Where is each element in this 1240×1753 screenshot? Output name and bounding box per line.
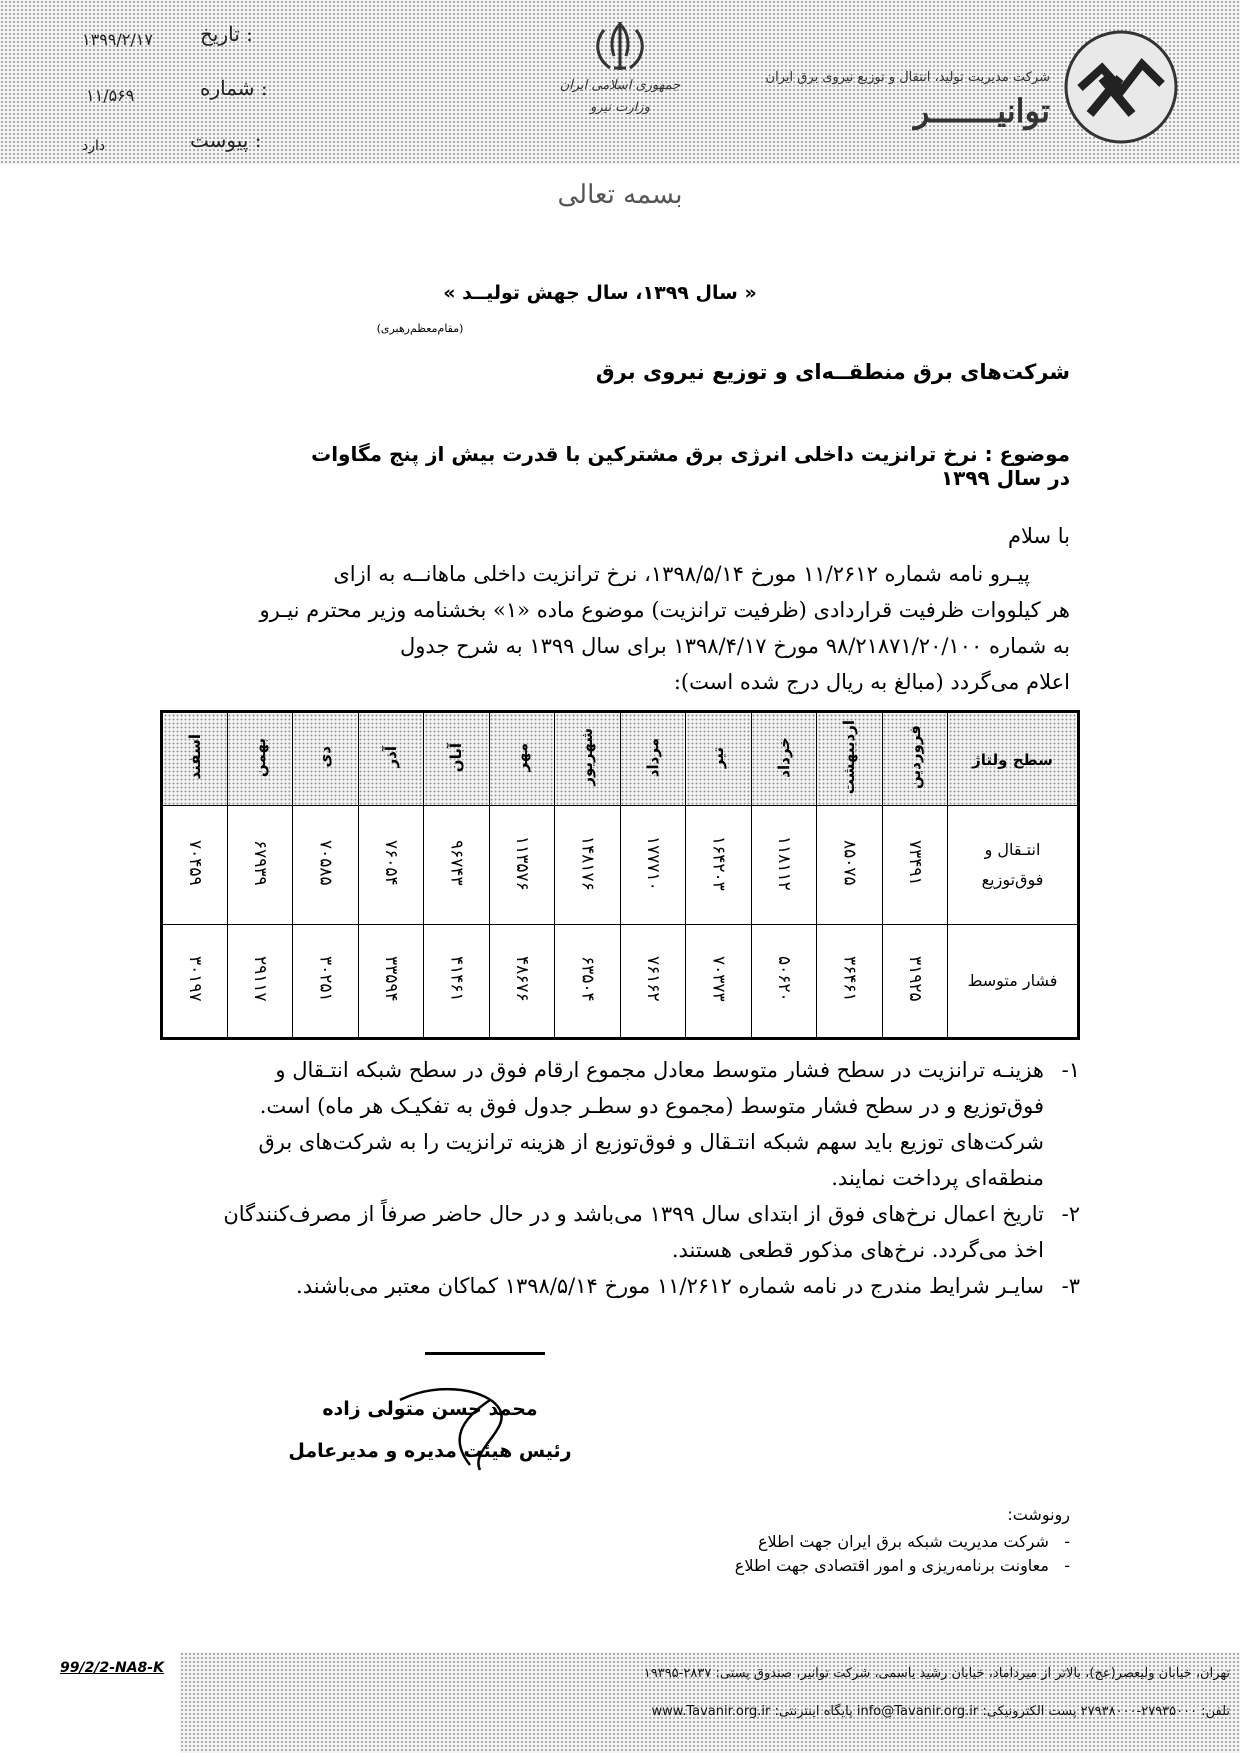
date-value: ۱۳۹۹/۲/۱۷ bbox=[82, 30, 153, 49]
signatory-name: محمد حسن متولی زاده bbox=[322, 1398, 538, 1420]
row-label: فشار متوسط bbox=[948, 924, 1079, 1038]
note-number: ۳- bbox=[1061, 1274, 1080, 1298]
invocation: بسمه تعالی bbox=[557, 180, 683, 210]
company-line: شرکت مدیریت تولید، انتقال و توزیع نیروی برق ایران bbox=[765, 70, 1050, 85]
table-cell: ۷۶۱۶۲ bbox=[620, 924, 686, 1038]
footer-contact: تلفن: ۲۷۹۳۵۰۰۰-۲۷۹۳۸۰۰۰ پست الکترونیکی: info@Tavanir.org.ir پایگاه اینترنتی: www.Tavanir.org.ir bbox=[651, 1704, 1230, 1719]
table-cell: ۲۹۱۱۷ bbox=[227, 924, 293, 1038]
body-paragraph bbox=[160, 556, 1070, 700]
note-text: هزینـه ترانزیت در سطح فشار متوسط معادل مجموع ارقام فوق در سطح شبکه انتـقال و فوق‌توزیع و در سطح فشار متوسط (مجموع دو سطـر جدول فوق به تفکیـک هر ماه) است. شرکت‌های توزیع باید سهم شبکه انتـقال و فوق‌توزیع از هزینه ترانزیت را به شرکت‌های برق منطقه‌ای پرداخت نمایند. bbox=[258, 1058, 1044, 1190]
month-header: بهمن bbox=[227, 712, 293, 806]
company-name: توانیـــــــر bbox=[913, 92, 1050, 130]
note-item bbox=[150, 1268, 1080, 1304]
cc-item: - معاونت برنامه‌ریزی و امور اقتصادی جهت اطلاع bbox=[734, 1556, 1070, 1575]
table-cell: ۳۱۹۲۵ bbox=[882, 924, 948, 1038]
table-cell: ۱۱۸۱۱۲ bbox=[751, 806, 817, 924]
cc-item: - شرکت مدیریت شبکه برق ایران جهت اطلاع bbox=[757, 1532, 1070, 1551]
table-cell: ۱۶۴۲۰۳ bbox=[686, 806, 752, 924]
tavanir-logo-icon bbox=[1062, 28, 1180, 146]
month-header: آذر bbox=[358, 712, 424, 806]
cc-list bbox=[600, 1530, 1070, 1578]
month-header: مرداد bbox=[620, 712, 686, 806]
table-header-row bbox=[162, 712, 1079, 806]
motto-source: (مقام‌معظم‌رهبری) bbox=[376, 322, 464, 335]
attachment-label: پیوست : bbox=[190, 128, 262, 152]
table-cell: ۸۵۰۷۵ bbox=[817, 806, 883, 924]
note-item bbox=[150, 1196, 1080, 1268]
subject: موضوع : نرخ ترانزیت داخلی انرژی برق مشترکین با قدرت بیش از پنج مگاوات در سال ۱۳۹۹ bbox=[311, 442, 1070, 490]
table-cell: ۷۰۵۸۵ bbox=[293, 806, 359, 924]
note-number: ۲- bbox=[1061, 1202, 1080, 1226]
cc-label: رونوشت: bbox=[1007, 1505, 1070, 1524]
body-line: به شماره ۹۸/۲۱۸۷۱/۲۰/۱۰۰ مورخ ۱۳۹۸/۴/۱۷ برای سال ۱۳۹۹ به شرح جدول bbox=[400, 634, 1070, 658]
attachment-value: دارد bbox=[82, 138, 106, 154]
table-cell: ۱۱۳۵۷۶ bbox=[489, 806, 555, 924]
table-cell: ۴۱۴۶۱ bbox=[424, 924, 490, 1038]
month-header: اسفند bbox=[162, 712, 228, 806]
table-cell: ۷۶۰۵۴ bbox=[358, 806, 424, 924]
signature-divider bbox=[425, 1352, 545, 1355]
recipient: شرکت‌های برق منطقــه‌ای و توزیع نیروی برق bbox=[595, 360, 1070, 384]
month-header: شهریور bbox=[555, 712, 621, 806]
table-cell: ۶۷۹۳۹ bbox=[227, 806, 293, 924]
table-cell: ۷۰۳۷۳ bbox=[686, 924, 752, 1038]
table-cell: ۷۰۴۵۹ bbox=[162, 806, 228, 924]
table-cell: ۷۳۴۹۱ bbox=[882, 806, 948, 924]
note-text: تاریخ اعمال نرخ‌های فوق از ابتدای سال ۱۳۹۹ می‌باشد و در حال حاضر صرفاً از مصرف‌کنندگان اخذ می‌گردد. نرخ‌های مذکور قطعی هستند. bbox=[223, 1202, 1044, 1262]
greeting: با سلام bbox=[1007, 524, 1070, 548]
note-text: سایـر شرایط مندرج در نامه شماره ۱۱/۲۶۱۲ مورخ ۱۳۹۸/۵/۱۴ کماکان معتبر می‌باشند. bbox=[296, 1274, 1044, 1298]
footer-address: تهران، خیابان ولیعصر(عج)، بالاتر از میرداماد، خیابان رشید یاسمی، شرکت توانیر، صندوق پستی: ۲۸۳۷-۱۹۳۹۵ bbox=[643, 1666, 1230, 1681]
note-item bbox=[150, 1052, 1080, 1196]
number-label: شماره : bbox=[200, 76, 268, 100]
ministry-line-2: وزارت نیرو bbox=[590, 100, 650, 115]
table-cell: ۴۸۶۷۶ bbox=[489, 924, 555, 1038]
handwritten-signature-icon bbox=[380, 1370, 540, 1480]
table-cell: ۹۶۷۴۳ bbox=[424, 806, 490, 924]
iran-emblem-icon bbox=[590, 18, 650, 76]
letterhead bbox=[0, 0, 1240, 165]
month-header: خرداد bbox=[751, 712, 817, 806]
month-header: آبان bbox=[424, 712, 490, 806]
signatory-title: رئیس هیئت مدیره و مدیرعامل bbox=[288, 1440, 572, 1462]
note-number: ۱- bbox=[1061, 1058, 1080, 1082]
month-header: اردیبهشت bbox=[817, 712, 883, 806]
table-corner-cell: سطح ولتاژ bbox=[948, 712, 1079, 806]
table-cell: ۶۳۵۰۴ bbox=[555, 924, 621, 1038]
year-motto: « سال ۱۳۹۹، سال جهش تولیــد » bbox=[443, 282, 757, 304]
body-line: پیـرو نامه شماره ۱۱/۲۶۱۲ مورخ ۱۳۹۸/۵/۱۴، نرخ ترانزیت داخلی ماهانــه به ازای bbox=[333, 562, 1030, 586]
table-cell: ۳۰۲۵۱ bbox=[293, 924, 359, 1038]
document-code: 99/2/2-NA8-K bbox=[60, 1660, 164, 1676]
table-cell: ۱۷۷۷۱۰ bbox=[620, 806, 686, 924]
body-line: اعلام می‌گردد (مبالغ به ریال درج شده است): bbox=[673, 670, 1070, 694]
table-cell: ۱۴۸۱۷۶ bbox=[555, 806, 621, 924]
month-header: دی bbox=[293, 712, 359, 806]
table-cell: ۳۰۱۹۷ bbox=[162, 924, 228, 1038]
table-cell: ۳۳۵۹۴ bbox=[358, 924, 424, 1038]
month-header: تیر bbox=[686, 712, 752, 806]
number-value: ۱۱/۵۶۹ bbox=[86, 86, 135, 105]
table-row bbox=[162, 924, 1079, 1038]
month-header: فروردین bbox=[882, 712, 948, 806]
row-label: انتـقال و فوق‌توزیع bbox=[948, 806, 1079, 924]
body-line: هر کیلووات ظرفیت قراردادی (ظرفیت ترانزیت) موضوع ماده «۱» بخشنامه وزیر محترم نیـرو bbox=[259, 598, 1070, 622]
table-cell: ۳۶۴۶۱ bbox=[817, 924, 883, 1038]
ministry-line-1: جمهوری اسلامی ایران bbox=[559, 78, 681, 93]
notes-list bbox=[150, 1052, 1080, 1304]
table-row bbox=[162, 806, 1079, 924]
date-label: تاریخ : bbox=[200, 22, 253, 46]
table-cell: ۵۰۶۲۰ bbox=[751, 924, 817, 1038]
tariff-table bbox=[160, 710, 1080, 1040]
footer-bar bbox=[180, 1652, 1240, 1753]
month-header: مهر bbox=[489, 712, 555, 806]
